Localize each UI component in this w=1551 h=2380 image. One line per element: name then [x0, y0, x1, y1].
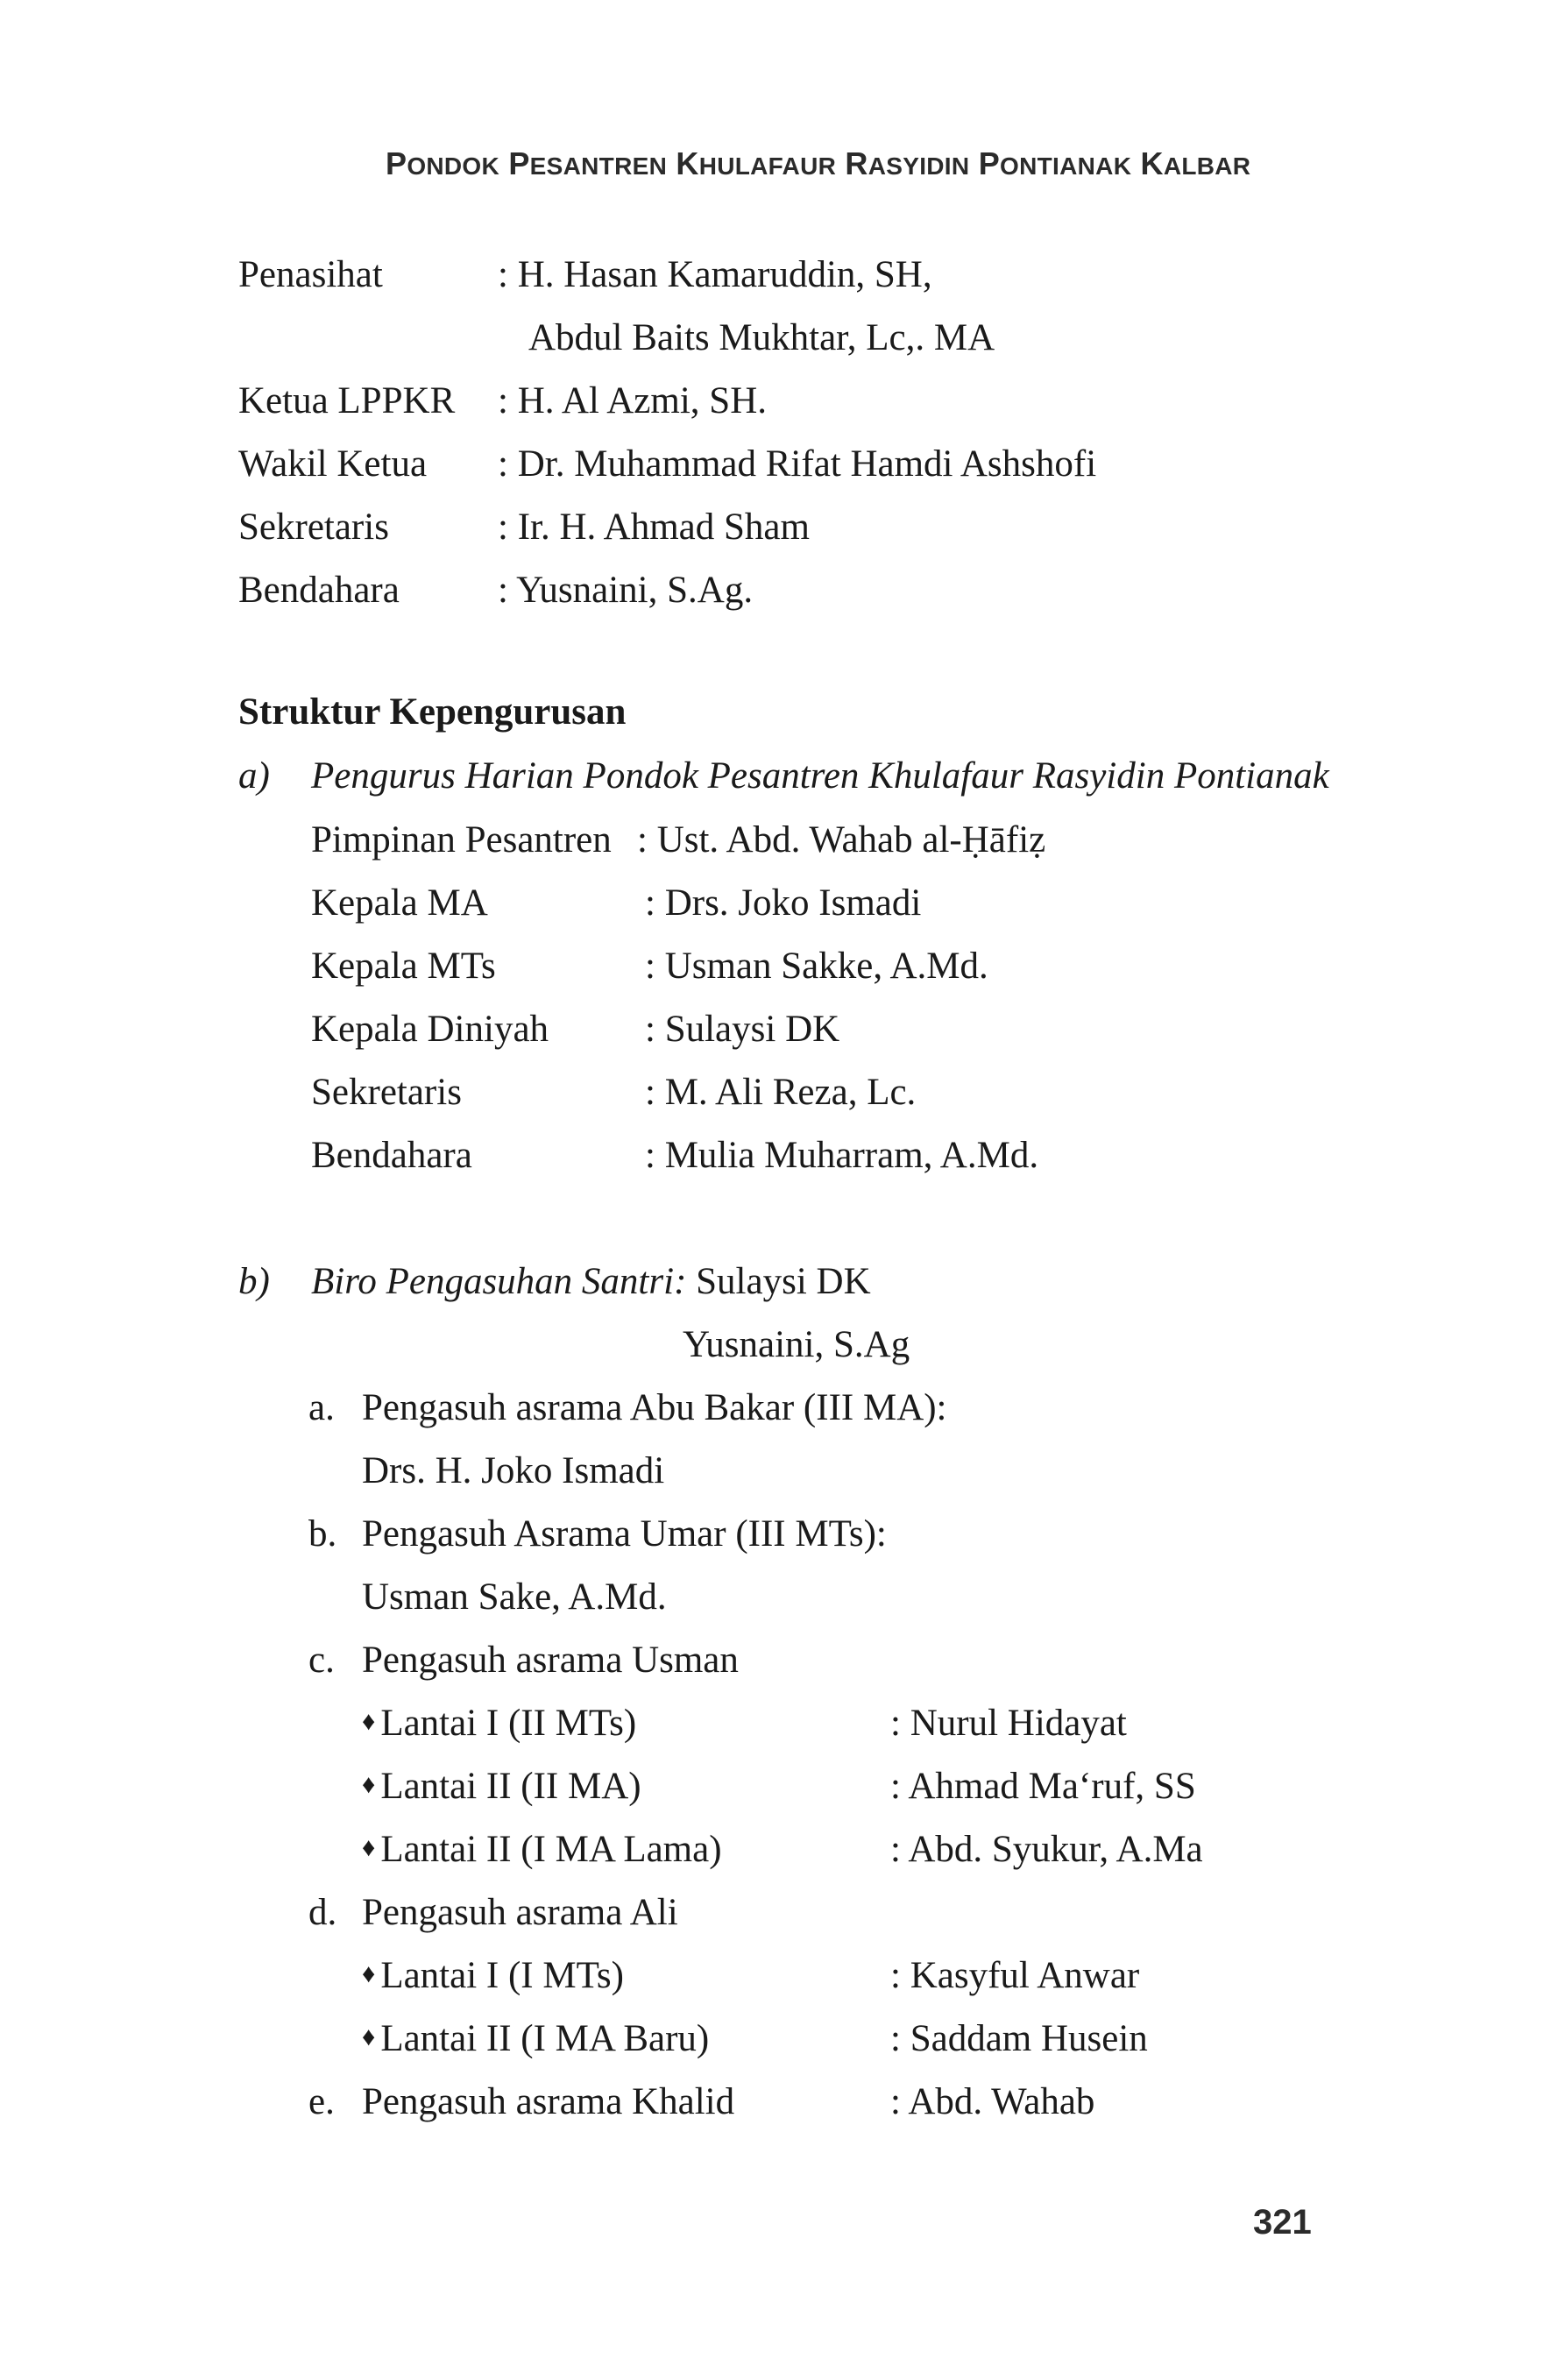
item-c-sub-1-label: Lantai I (II MTs): [380, 1703, 637, 1744]
part-a-label-treasurer: Bendahara: [311, 1135, 472, 1176]
item-a-letter: a.: [308, 1387, 335, 1428]
lppkr-label-secretary: Sekretaris: [238, 506, 389, 548]
lppkr-value-treasurer: : Yusnaini, S.Ag.: [498, 570, 754, 611]
header-word-1-rest: ONDOK: [407, 152, 500, 180]
part-a-value-leader: : Ust. Abd. Wahab al-Ḥāfiẓ: [637, 819, 1046, 861]
item-c-sub-3-label: Lantai II (I MA Lama): [380, 1829, 722, 1870]
diamond-bullet-icon: ♦: [362, 1770, 376, 1799]
part-a-label-secretary: Sekretaris: [311, 1072, 462, 1113]
part-b-marker: b): [238, 1261, 270, 1302]
item-e-value: : Abd. Wahab: [890, 2081, 1095, 2122]
page-number: 321: [1253, 2203, 1312, 2242]
item-d-sub-1-label: Lantai I (I MTs): [380, 1955, 624, 1996]
header-word-5-cap: P: [978, 145, 1001, 181]
header-word-2-rest: ESANTREN: [529, 152, 668, 180]
item-e-letter: e.: [308, 2081, 335, 2122]
lppkr-label-chair: Ketua LPPKR: [238, 380, 456, 421]
header-word-3-rest: HULAFAUR: [698, 152, 837, 180]
item-a-text: Pengasuh asrama Abu Bakar (III MA):: [362, 1387, 947, 1428]
lppkr-value-vice-chair: : Dr. Muhammad Rifat Hamdi Ashshofi: [498, 443, 1097, 485]
item-d-sub-2: [362, 2020, 709, 2058]
part-a-label-leader: Pimpinan Pesantren: [311, 819, 612, 861]
lppkr-label-vice-chair: Wakil Ketua: [238, 443, 428, 485]
diamond-bullet-icon: ♦: [362, 1707, 376, 1736]
part-b-value-2: Yusnaini, S.Ag: [683, 1324, 910, 1365]
section-heading: Struktur Kepengurusan: [238, 691, 627, 733]
lppkr-label-advisor: Penasihat: [238, 254, 383, 295]
item-d-text: Pengasuh asrama Ali: [362, 1892, 678, 1933]
header-word-6-rest: ALBAR: [1163, 152, 1251, 180]
header-word-2-cap: P: [508, 145, 530, 181]
item-c-letter: c.: [308, 1640, 335, 1681]
item-c-sub-3: [362, 1831, 722, 1868]
item-c-text: Pengasuh asrama Usman: [362, 1640, 739, 1681]
part-a-label-head-diniyah: Kepala Diniyah: [311, 1009, 549, 1050]
part-a-value-head-mts: : Usman Sakke, A.Md.: [645, 946, 988, 987]
lppkr-value-advisor-2: Abdul Baits Mukhtar, Lc,. MA: [528, 317, 995, 358]
item-a-name: Drs. H. Joko Ismadi: [362, 1450, 665, 1491]
diamond-bullet-icon: ♦: [362, 1959, 376, 1988]
item-b-name: Usman Sake, A.Md.: [362, 1576, 667, 1618]
item-c-sub-1-value: : Nurul Hidayat: [890, 1703, 1127, 1744]
item-c-sub-2-label: Lantai II (II MA): [380, 1766, 641, 1807]
item-d-sub-1: [362, 1957, 624, 1994]
item-c-sub-3-value: : Abd. Syukur, A.Ma: [890, 1829, 1203, 1870]
item-b-text: Pengasuh Asrama Umar (III MTs):: [362, 1513, 887, 1555]
item-c-sub-2: [362, 1767, 641, 1805]
item-d-sub-1-value: : Kasyful Anwar: [890, 1955, 1140, 1996]
part-a-value-head-ma: : Drs. Joko Ismadi: [645, 882, 922, 924]
item-d-sub-2-label: Lantai II (I MA Baru): [380, 2018, 710, 2059]
item-d-sub-2-value: : Saddam Husein: [890, 2018, 1148, 2059]
lppkr-label-treasurer: Bendahara: [238, 570, 400, 611]
part-a-value-head-diniyah: : Sulaysi DK: [645, 1009, 840, 1050]
running-header: [386, 145, 1250, 182]
part-a-marker: a): [238, 755, 270, 797]
part-a-title: Pengurus Harian Pondok Pesantren Khulafaur Rasyidin Pontianak: [311, 755, 1329, 797]
item-c-sub-1: [362, 1704, 636, 1742]
item-b-letter: b.: [308, 1513, 337, 1555]
part-a-value-treasurer: : Mulia Muharram, A.Md.: [645, 1135, 1039, 1176]
part-a-value-secretary: : M. Ali Reza, Lc.: [645, 1072, 917, 1113]
diamond-bullet-icon: ♦: [362, 1833, 376, 1862]
part-a-label-head-mts: Kepala MTs: [311, 946, 496, 987]
part-b-value-1: Sulaysi DK: [686, 1261, 871, 1302]
item-d-letter: d.: [308, 1892, 337, 1933]
lppkr-value-advisor: : H. Hasan Kamaruddin, SH,: [498, 254, 932, 295]
lppkr-value-secretary: : Ir. H. Ahmad Sham: [498, 506, 810, 548]
item-c-sub-2-value: : Ahmad Ma‘ruf, SS: [890, 1766, 1196, 1807]
header-word-1-cap: P: [386, 145, 407, 181]
header-word-4-rest: ASYIDIN: [868, 152, 970, 180]
diamond-bullet-icon: ♦: [362, 2022, 376, 2051]
part-b-title-line: [311, 1263, 871, 1300]
header-word-3-cap: K: [676, 145, 699, 181]
header-word-5-rest: ONTIANAK: [1000, 152, 1132, 180]
part-a-label-head-ma: Kepala MA: [311, 882, 488, 924]
header-word-4-cap: R: [845, 145, 868, 181]
item-e-text: Pengasuh asrama Khalid: [362, 2081, 735, 2122]
lppkr-value-chair: : H. Al Azmi, SH.: [498, 380, 768, 421]
part-b-title: Biro Pengasuhan Santri:: [311, 1261, 687, 1302]
header-word-6-cap: K: [1140, 145, 1164, 181]
